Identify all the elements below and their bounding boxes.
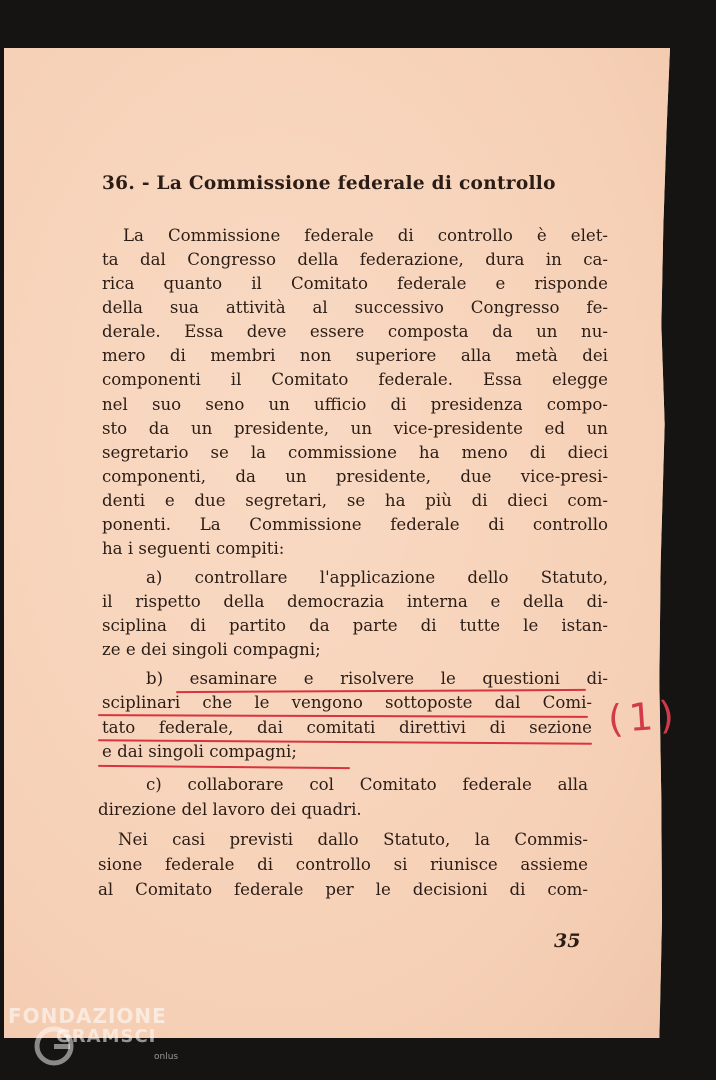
text-line: mero di membri non superiore alla metà dei (102, 346, 608, 365)
text-line: denti e due segretari, se ha più di dieci com- (102, 491, 608, 510)
text-line: sciplina di partito da parte di tutte le istan- (102, 616, 608, 635)
text-line: sto da un presidente, un vice-presidente ed un (102, 419, 608, 438)
text-line: nel suo seno un ufficio di presidenza compo- (102, 395, 608, 414)
red-underline (98, 765, 350, 769)
handwritten-margin-note: (1) (606, 692, 682, 742)
text-line: ze e dei singoli compagni; (102, 640, 321, 659)
text-line: il rispetto della democrazia interna e della di- (102, 592, 608, 611)
text-line: al Comitato federale per le decisioni di com- (98, 880, 588, 899)
text-line: componenti, da un presidente, due vice-presi- (102, 467, 608, 486)
text-line: direzione del lavoro dei quadri. (98, 800, 362, 819)
watermark-line1: FONDAZIONE (8, 1004, 167, 1028)
text-line: sciplinari che le vengono sottoposte dal Comi- (102, 693, 592, 712)
text-line: ta dal Congresso della federazione, dura in ca- (102, 250, 608, 269)
text-line: segretario se la commissione ha meno di dieci (102, 443, 608, 462)
text-line: c) collaborare col Comitato federale alla (146, 775, 588, 794)
text-line: rica quanto il Comitato federale e risponde (102, 274, 608, 293)
text-line: ha i seguenti compiti: (102, 539, 285, 558)
watermark-line2: GRAMSCI (56, 1026, 157, 1047)
text-line: e dai singoli compagni; (102, 742, 297, 761)
text-line: della sua attività al successivo Congresso fe- (102, 298, 608, 317)
text-line: componenti il Comitato federale. Essa elegge (102, 370, 608, 389)
text-line: La Commissione federale di controllo è elet- (123, 226, 608, 245)
text-line: b) esaminare e risolvere le questioni di- (146, 669, 608, 688)
watermark-line3: onlus (154, 1052, 179, 1062)
text-line: sione federale di controllo si riunisce assieme (98, 855, 588, 874)
text-line: ponenti. La Commissione federale di controllo (102, 515, 608, 534)
text-line: Nei casi previsti dallo Statuto, la Commis- (118, 830, 588, 849)
archive-watermark (8, 1004, 188, 1074)
text-line: tato federale, dai comitati direttivi di sezione (102, 718, 592, 737)
text-line: a) controllare l'applicazione dello Statuto, (146, 568, 608, 587)
section-heading: 36. - La Commissione federale di controllo (102, 173, 556, 194)
page-number: 35 (554, 930, 581, 952)
text-line: derale. Essa deve essere composta da un nu- (102, 322, 608, 341)
